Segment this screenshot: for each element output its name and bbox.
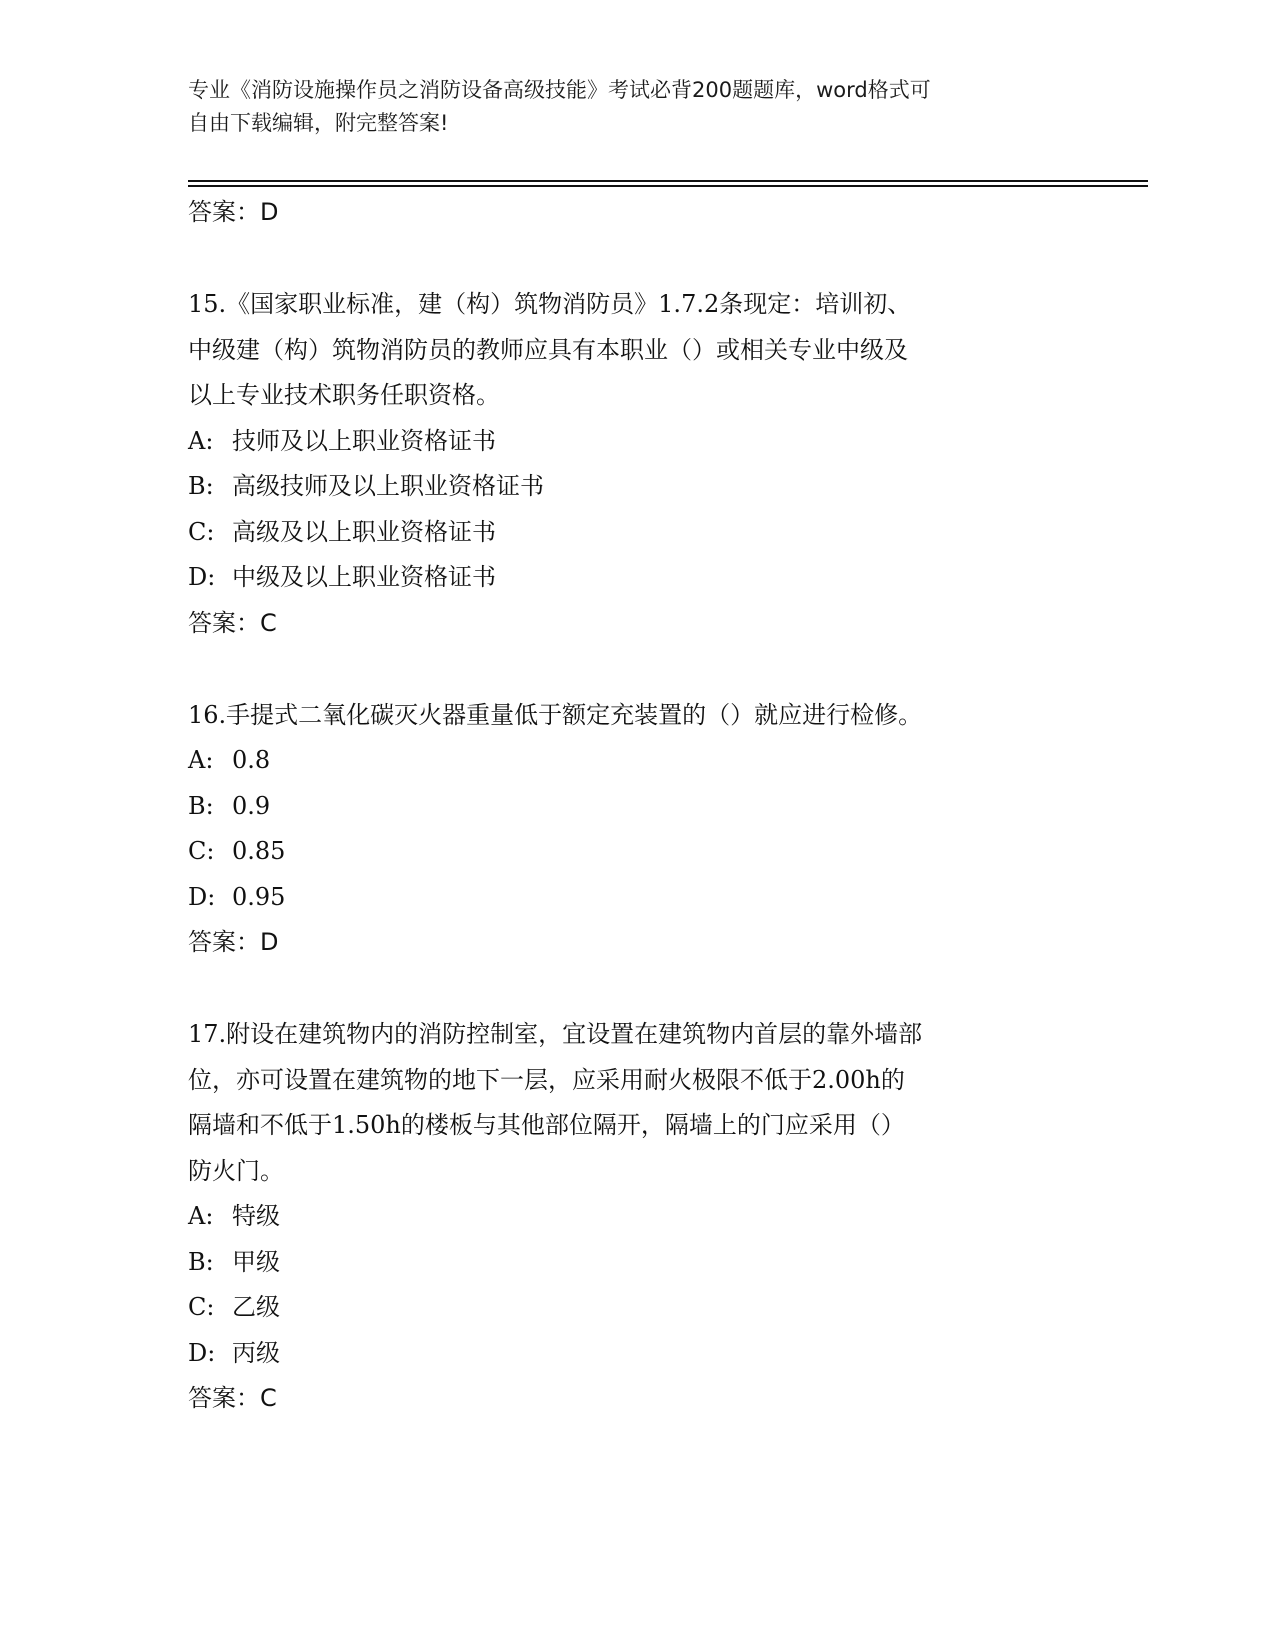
option-b [188, 784, 1088, 830]
question-block-17 [188, 1012, 1088, 1420]
spacer [188, 964, 1088, 1012]
header-line-1: 专业《消防设施操作员之消防设备高级技能》考试必背200题题库，word格式可 [188, 78, 931, 102]
answer-line: 答案：C [188, 608, 277, 637]
option-text: 0.9 [232, 791, 271, 820]
option-d [188, 555, 1088, 601]
header-divider-bottom [188, 185, 1148, 187]
option-text: 0.85 [232, 837, 286, 865]
question-line: 隔墙和不低于1.50h的楼板与其他部位隔开，隔墙上的门应采用（） [188, 1111, 905, 1139]
answer-line: 答案：D [188, 928, 279, 956]
option-letter: C: [188, 517, 215, 546]
option-letter: C: [188, 837, 215, 865]
spacer [188, 234, 1088, 282]
option-c [188, 1285, 1088, 1331]
option-letter: A: [188, 746, 214, 774]
option-d [188, 875, 1088, 921]
option-text: 丙级 [232, 1338, 280, 1367]
option-letter: B: [188, 1247, 214, 1276]
spacer [188, 645, 1088, 693]
option-letter: A: [188, 1202, 214, 1230]
option-letter: B: [188, 472, 214, 500]
option-text: 特级 [232, 1202, 280, 1230]
option-b [188, 1240, 1088, 1286]
question-text [188, 1012, 1088, 1194]
option-text: 中级及以上职业资格证书 [232, 563, 496, 591]
option-letter: D: [188, 882, 216, 911]
question-line: 16.手提式二氧化碳灭火器重量低于额定充装置的（）就应进行检修。 [188, 700, 923, 729]
option-a [188, 738, 1088, 784]
option-letter: D: [188, 1338, 216, 1367]
option-a [188, 419, 1088, 465]
option-letter: B: [188, 791, 214, 820]
option-letter: D: [188, 563, 216, 591]
option-c [188, 510, 1088, 556]
option-b [188, 464, 1088, 510]
question-block-16 [188, 693, 1088, 965]
question-line: 位，亦可设置在建筑物的地下一层，应采用耐火极限不低于2.00h的 [188, 1065, 905, 1094]
header-divider-top [188, 180, 1148, 182]
question-text [188, 693, 1088, 739]
option-text: 技师及以上职业资格证书 [232, 426, 496, 455]
question-line: 中级建（构）筑物消防员的教师应具有本职业（）或相关专业中级及 [188, 335, 908, 364]
question-text [188, 282, 1088, 419]
option-c [188, 829, 1088, 875]
header-line-2: 自由下载编辑，附完整答案! [188, 111, 449, 135]
question-block-15 [188, 282, 1088, 645]
option-text: 甲级 [232, 1247, 280, 1276]
page-header [188, 74, 1068, 140]
option-a [188, 1194, 1088, 1240]
option-text: 0.95 [232, 882, 286, 911]
option-letter: C: [188, 1293, 215, 1321]
option-text: 0.8 [232, 746, 271, 774]
option-text: 乙级 [232, 1293, 280, 1321]
question-line: 17.附设在建筑物内的消防控制室，宜设置在建筑物内首层的靠外墙部 [188, 1020, 923, 1048]
question-line: 防火门。 [188, 1156, 284, 1185]
answer-line: 答案：D [188, 198, 279, 226]
question-content [188, 190, 1088, 1420]
option-text: 高级技师及以上职业资格证书 [232, 472, 544, 500]
option-letter: A: [188, 426, 214, 455]
option-d [188, 1331, 1088, 1377]
option-text: 高级及以上职业资格证书 [232, 517, 496, 546]
answer-line: 答案：C [188, 1384, 277, 1412]
question-line: 以上专业技术职务任职资格。 [188, 381, 500, 409]
question-line: 15.《国家职业标准，建（构）筑物消防员》1.7.2条现定：培训初、 [188, 290, 912, 318]
